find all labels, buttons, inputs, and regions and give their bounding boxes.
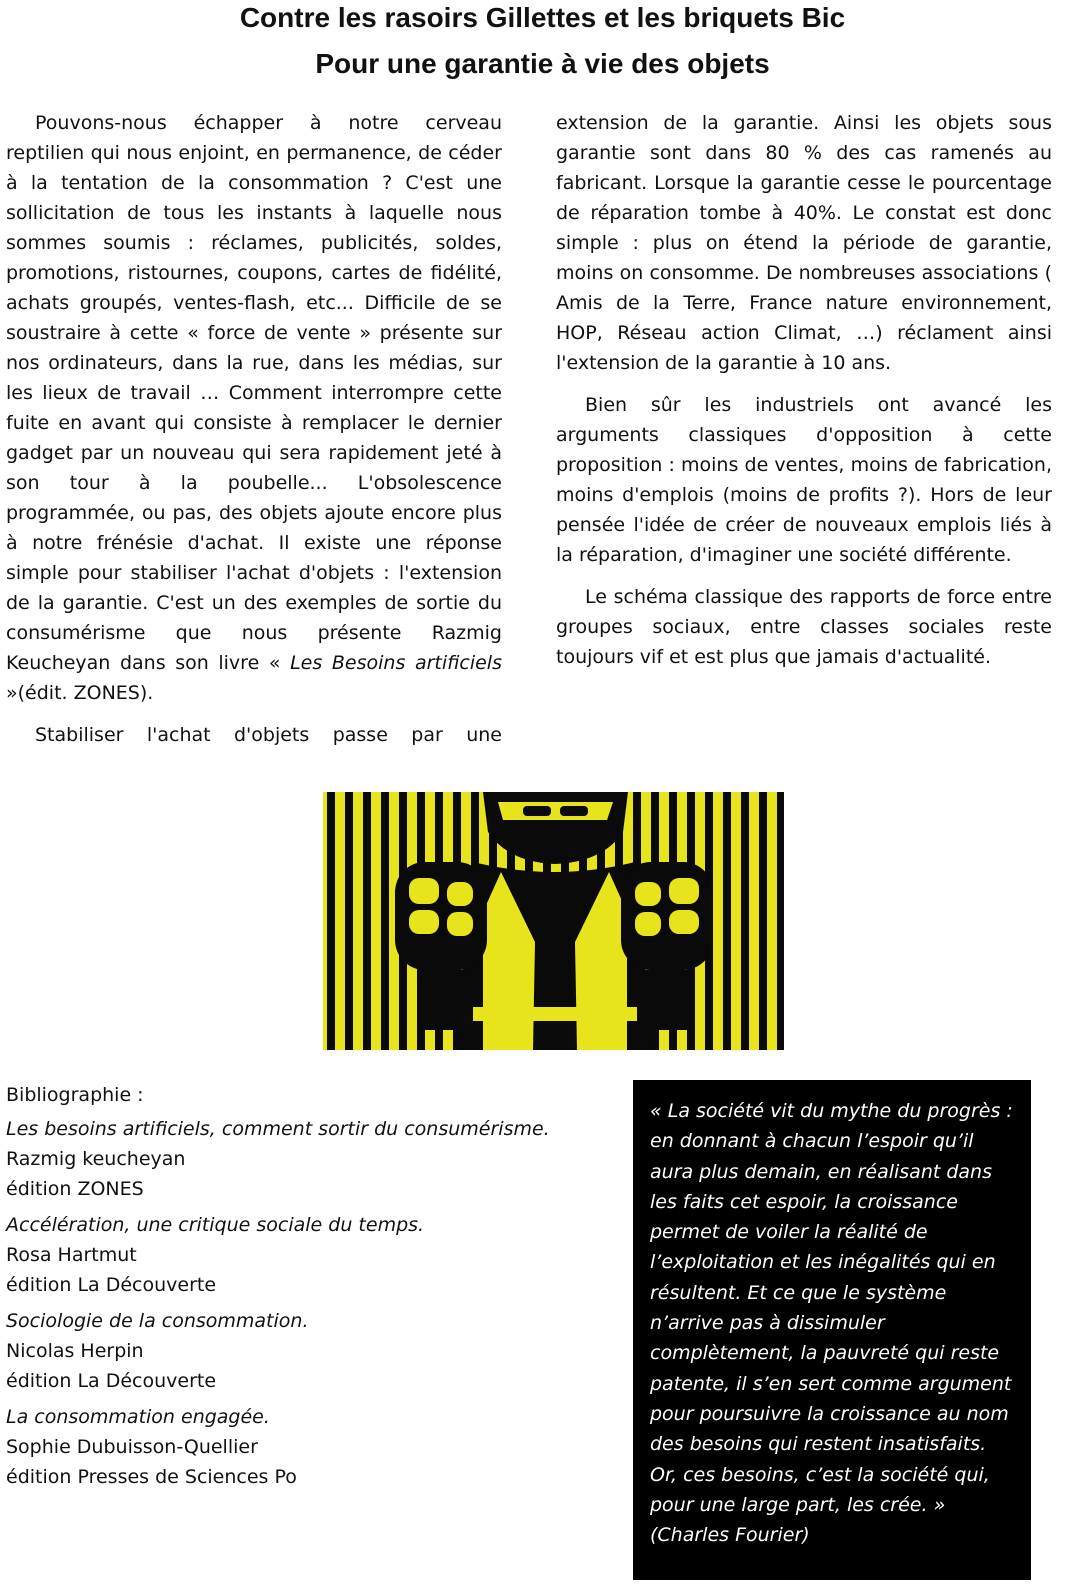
bibliography-entry	[6, 1306, 606, 1396]
paragraph-1: Pouvons-nous échapper à notre cerveau reptilien qui nous enjoint, en permanence, de céder à la tentation de la consommation ? C'est une sollicitation de tous les instants à laquelle nous sommes soumis : réclames, publicités, soldes, promotions, ristournes, coupons, cartes de fidélité, achats groupés, ventes-flash, etc... Difficile de se soustraire à cette « force de vente » présente sur nos ordinateurs, dans la rue, dans les médias, sur les lieux de travail … Comment interrompre cette fuite en avant qui consiste à remplacer le dernier gadget par un nouveau qui sera rapidement jeté à son tour à la poubelle... L'obsolescence programmée, ou pas, des objets ajoute encore plus à notre frénésie d'achat. Il existe une réponse simple pour stabiliser l'achat d'objets : l'extension de la garantie. C'est un des exemples de sortie du consumérisme que nous présente Razmig Keucheyan dans son livre « Les Besoins artificiels »(édit. ZONES).	[6, 112, 502, 704]
bibliography-heading: Bibliographie :	[6, 1084, 144, 1106]
article-column-right	[556, 108, 1052, 684]
prison-bar	[381, 792, 389, 1050]
bibliography-entry	[6, 1114, 606, 1204]
prison-bar	[759, 792, 767, 1050]
book-author: Razmig keucheyan	[6, 1148, 186, 1170]
quote-text: « La société vit du mythe du progrès : en donnant à chacun l’espoir qu’il aura plus demain, en réalisant dans les faits cet espoir, la croissance permet de voiler la réalité de l’exploitation et les inégalités qui en résultent. Et ce que le système n’arrive pas à dissimuler complètement, la pauvreté qui reste patente, il s’en sert comme argument pour poursuivre la croissance au nom des besoins qui restent insatisfaits. Or, ces besoins, c’est la société qui, pour une large part, les crée. » (Charles Fourier)	[650, 1100, 1013, 1547]
article-subtitle: Pour une garantie à vie des objets	[315, 48, 770, 79]
bibliography	[6, 1080, 606, 1498]
book-title: Sociologie de la consommation.	[6, 1310, 309, 1332]
book-title: La consommation engagée.	[6, 1406, 270, 1428]
book-publisher: édition Presses de Sciences Po	[6, 1466, 297, 1488]
prison-bar	[723, 792, 731, 1050]
prison-bar	[777, 792, 784, 1050]
book-publisher: édition La Découverte	[6, 1370, 217, 1392]
paragraph-4: Le schéma classique des rapports de force entre groupes sociaux, entre classes sociales reste toujours vif et est plus que jamais d'actualité.	[556, 586, 1052, 668]
book-author: Sophie Dubuisson-Quellier	[6, 1436, 258, 1458]
quote-box	[633, 1080, 1031, 1580]
prison-bar	[363, 792, 371, 1050]
bibliography-entry	[6, 1402, 606, 1492]
book-author: Rosa Hartmut	[6, 1244, 137, 1266]
book-title: Accélération, une critique sociale du temps.	[6, 1214, 425, 1236]
bibliography-entry	[6, 1210, 606, 1300]
article-title: Contre les rasoirs Gillettes et les briquets Bic	[239, 2, 846, 33]
book-title: Les Besoins artificiels	[290, 652, 502, 674]
prison-bar	[345, 792, 353, 1050]
yellow-vest-behind-bars-illustration	[323, 792, 784, 1050]
paragraph-2-continued: extension de la garantie. Ainsi les objets sous garantie sont dans 80 % des cas ramenés au fabricant. Lorsque la garantie cesse le pourcentage de réparation tombe à 40%. Le constat est donc simple : plus on étend la période de garantie, moins on consomme. De nombreuses associations ( Amis de la Terre, France nature environnement, HOP, Réseau action Climat, …) réclament ainsi l'extension de la garantie à 10 ans.	[556, 112, 1052, 374]
prison-bar	[327, 792, 335, 1050]
paragraph-3: Bien sûr les industriels ont avancé les arguments classiques d'opposition à cette proposition : moins de ventes, moins de fabrication, moins d'emplois (moins de profits ?). Hors de leur pensée l'idée de créer de nouveaux emplois liés à la réparation, d'imaginer une société différente.	[556, 394, 1052, 566]
prison-bar	[741, 792, 749, 1050]
article-column-left	[6, 108, 502, 762]
book-publisher: édition ZONES	[6, 1178, 144, 1200]
paragraph-2-start: Stabiliser l'achat d'objets passe par une	[35, 724, 502, 746]
book-title: Les besoins artificiels, comment sortir du consumérisme.	[6, 1118, 550, 1140]
book-publisher: édition La Découverte	[6, 1274, 217, 1296]
book-author: Nicolas Herpin	[6, 1340, 144, 1362]
